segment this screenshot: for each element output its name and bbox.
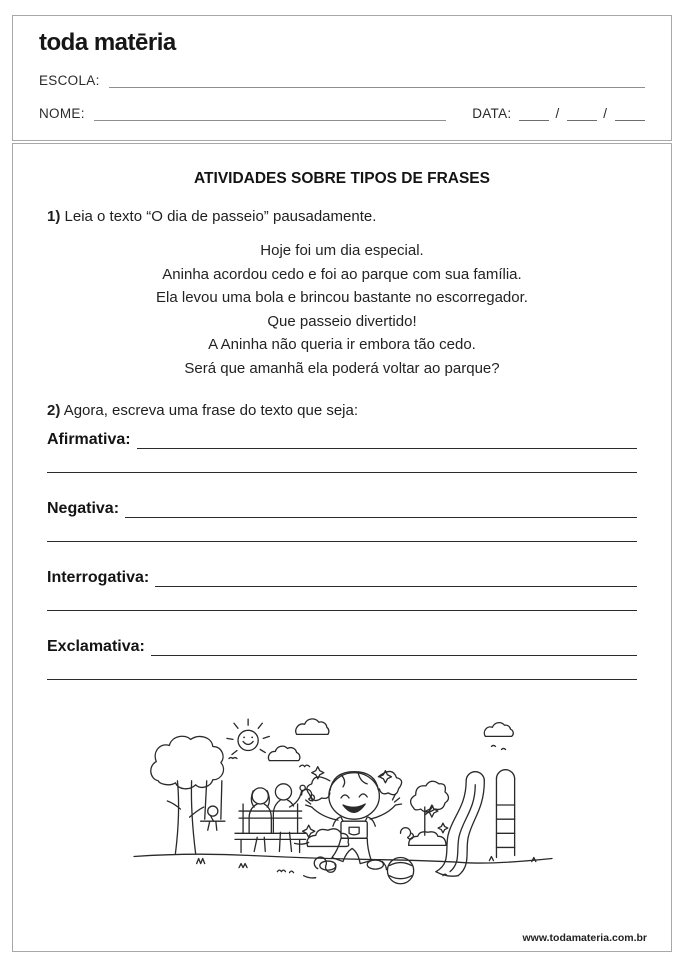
reading-line: Hoje foi um dia especial. <box>260 242 424 259</box>
name-label: NOME: <box>39 106 85 121</box>
reading-passage <box>47 239 637 380</box>
reading-line: Que passeio divertido! <box>267 312 417 330</box>
school-row <box>39 73 645 88</box>
afirmativa-answer-line-2[interactable] <box>47 449 637 473</box>
date-separator: / <box>603 106 607 121</box>
afirmativa-label: Afirmativa: <box>47 431 131 448</box>
website-url: www.todamateria.com.br <box>522 932 647 944</box>
school-label: ESCOLA: <box>39 73 100 88</box>
bird-icon <box>229 758 237 759</box>
school-input-line[interactable] <box>109 73 645 88</box>
question-1 <box>47 208 637 225</box>
negativa-answer-line-1[interactable] <box>125 500 637 518</box>
reading-line: Aninha acordou cedo e foi ao parque com sua família. <box>162 265 522 283</box>
reading-line: Ela levou uma bola e brincou bastante no escorregador. <box>156 289 528 306</box>
question-2-number: 2) <box>47 402 61 419</box>
exclamativa-answer-line-1[interactable] <box>151 638 637 656</box>
question-2 <box>47 402 637 419</box>
interrogativa-label: Interrogativa: <box>47 569 150 586</box>
date-label: DATA: <box>472 106 512 121</box>
answer-block-afirmativa <box>47 431 637 473</box>
answer-block-interrogativa <box>47 569 637 611</box>
reading-line: A Aninha não queria ir embora tão cedo. <box>208 336 476 353</box>
worksheet-title: ATIVIDADES SOBRE TIPOS DE FRASES <box>194 170 490 187</box>
worksheet-body <box>12 143 672 952</box>
cloud-icon <box>484 723 513 737</box>
worksheet-header <box>12 15 672 141</box>
park-scene-drawing <box>130 714 554 891</box>
negativa-label: Negativa: <box>47 500 120 517</box>
interrogativa-answer-line-2[interactable] <box>47 587 637 611</box>
parents-on-bench-figure <box>235 784 306 853</box>
park-illustration <box>47 714 637 891</box>
negativa-answer-line-2[interactable] <box>47 518 637 542</box>
reading-line: Será que amanhã ela poderá voltar ao parque? <box>184 359 500 377</box>
cloud-icon <box>296 719 329 734</box>
question-1-text: Leia o texto “O dia de passeio” pausadamente. <box>64 208 377 225</box>
slide-icon <box>436 770 515 877</box>
date-group <box>472 106 645 121</box>
bird-icon <box>491 745 505 749</box>
swing-child-figure <box>201 781 225 830</box>
brand-logo: toda matēria <box>39 29 176 56</box>
cloud-icon <box>268 746 299 760</box>
girl-figure <box>306 771 402 870</box>
bird-icon <box>300 765 310 767</box>
answer-block-exclamativa <box>47 638 637 680</box>
date-day-line[interactable] <box>519 106 549 121</box>
exclamativa-label: Exclamativa: <box>47 638 145 655</box>
sun-icon <box>227 719 269 754</box>
exclamativa-answer-line-2[interactable] <box>47 656 637 680</box>
date-separator: / <box>555 106 560 121</box>
name-date-row <box>39 106 645 121</box>
date-month-line[interactable] <box>567 106 597 121</box>
name-input-line[interactable] <box>94 106 446 121</box>
afirmativa-answer-line-1[interactable] <box>137 431 637 449</box>
ball-icon <box>387 858 413 884</box>
date-year-line[interactable] <box>615 106 645 121</box>
interrogativa-answer-line-1[interactable] <box>155 569 637 587</box>
tree-icon <box>151 736 224 853</box>
answer-block-negativa <box>47 500 637 542</box>
question-1-number: 1) <box>47 208 61 225</box>
question-2-text: Agora, escreva uma frase do texto que seja: <box>63 402 359 419</box>
bush-icon <box>409 832 446 846</box>
